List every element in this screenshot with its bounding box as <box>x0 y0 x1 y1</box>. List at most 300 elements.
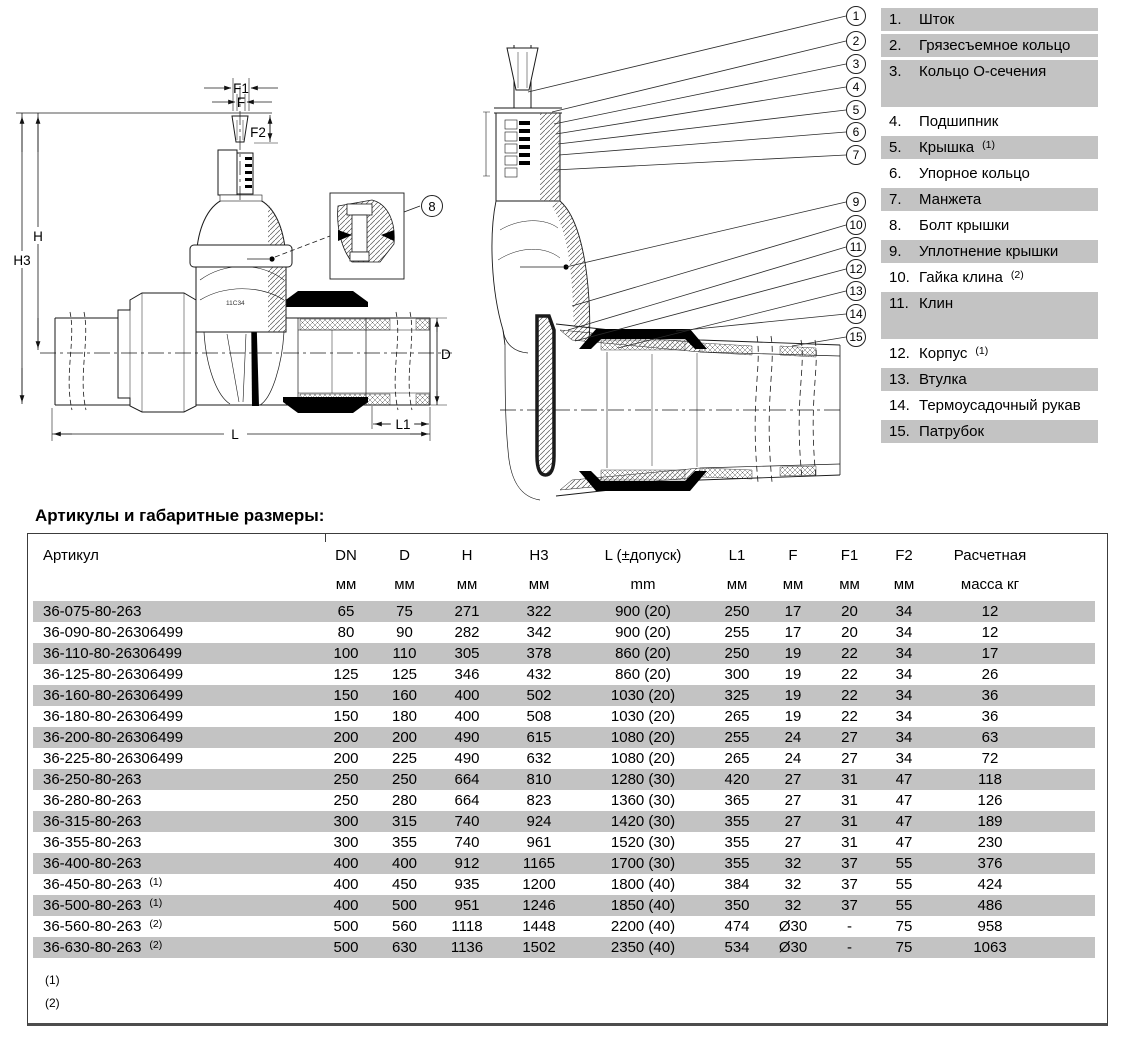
article-cell: 36-355-80-263 <box>43 834 142 851</box>
unit-l1: мм <box>726 575 748 593</box>
f1-cell: 22 <box>841 666 858 683</box>
mass-cell: 36 <box>981 687 999 704</box>
h3-cell: 322 <box>526 603 552 620</box>
h-cell: 490 <box>454 750 480 767</box>
dim-label-d: D <box>441 347 451 362</box>
parts-list <box>881 8 1098 443</box>
part-number: 8. <box>889 217 902 234</box>
f1-cell: 31 <box>841 771 858 788</box>
article-cell: 36-630-80-263 $^{(2)}$ <box>43 939 163 956</box>
unit-mass: масса кг <box>960 575 1020 593</box>
f-cell: Ø30 <box>778 918 808 935</box>
parts-list-item <box>881 188 1098 211</box>
col-header-dn: DN <box>335 547 357 564</box>
col-header-f2: F2 <box>895 547 913 564</box>
d-cell: 200 <box>391 729 418 746</box>
part-number: 5. <box>889 139 902 156</box>
l-cell: 2350 (40) <box>610 939 676 956</box>
f1-cell: 22 <box>841 708 858 725</box>
f-cell: 32 <box>784 876 802 893</box>
f2-cell: 47 <box>895 771 913 788</box>
unit-f1: мм <box>839 575 860 593</box>
f-cell: Ø30 <box>778 939 808 956</box>
article-cell: 36-110-80-26306499 <box>43 645 183 662</box>
h-cell: 400 <box>454 687 480 704</box>
dn-cell: 200 <box>333 729 359 746</box>
l1-cell: 255 <box>724 729 750 746</box>
f2-cell: 75 <box>895 918 913 935</box>
f2-cell: 47 <box>895 834 913 851</box>
f-cell: 27 <box>784 792 802 809</box>
h-cell: 664 <box>454 771 480 788</box>
table-row <box>33 706 1095 727</box>
dn-cell: 100 <box>333 645 359 662</box>
l1-cell: 534 <box>724 939 750 956</box>
callout-14: 14 <box>846 304 866 324</box>
f2-cell: 55 <box>895 897 913 914</box>
article-cell: 36-250-80-263 <box>43 771 142 788</box>
valve-parts-drawing-right <box>483 45 842 500</box>
callout-13: 13 <box>846 281 866 301</box>
callout-1: 1 <box>846 6 866 26</box>
l1-cell: 365 <box>724 792 750 809</box>
f1-cell: 37 <box>841 876 858 893</box>
dimensions-table <box>33 534 1095 958</box>
f2-cell: 34 <box>895 624 913 641</box>
f1-cell: 31 <box>841 792 858 809</box>
mass-cell: 12 <box>981 624 999 641</box>
l-cell: 1080 (20) <box>610 729 676 746</box>
table-row <box>33 748 1095 769</box>
valve-section-drawing-left <box>11 78 452 442</box>
dn-cell: 300 <box>333 834 359 851</box>
h3-cell: 342 <box>526 624 552 641</box>
part-number: 7. <box>889 191 902 208</box>
col-header-h: H <box>461 547 473 564</box>
footnote-2: (2) <box>45 996 60 1010</box>
f2-cell: 55 <box>895 855 913 872</box>
f2-cell: 34 <box>895 687 913 704</box>
d-cell: 500 <box>391 897 418 914</box>
l1-cell: 255 <box>724 624 750 641</box>
parts-list-item <box>881 110 1098 133</box>
unit-f2: мм <box>893 575 915 593</box>
col-header-f1: F1 <box>840 547 859 564</box>
f-cell: 19 <box>784 666 802 683</box>
d-cell: 180 <box>391 708 418 725</box>
f-cell: 17 <box>784 603 802 620</box>
footnote-1: (1) <box>45 973 60 987</box>
article-cell: 36-280-80-263 <box>43 792 142 809</box>
parts-list-item <box>881 8 1098 31</box>
f1-cell: 27 <box>841 729 858 746</box>
l-cell: 1030 (20) <box>610 708 676 725</box>
h-cell: 271 <box>454 603 480 620</box>
mass-cell: 958 <box>977 918 1003 935</box>
l-cell: 1700 (30) <box>610 855 676 872</box>
f-cell: 17 <box>784 624 802 641</box>
f2-cell: 34 <box>895 603 913 620</box>
f1-cell: 20 <box>841 603 858 620</box>
f2-cell: 47 <box>895 813 913 830</box>
dim-label-l: L <box>231 427 239 442</box>
f2-cell: 47 <box>895 792 913 809</box>
f1-cell: 37 <box>841 855 858 872</box>
article-cell: 36-225-80-26306499 <box>43 750 184 767</box>
l-cell: 1030 (20) <box>610 687 676 704</box>
h3-cell: 1165 <box>522 855 556 872</box>
callout-10: 10 <box>846 215 866 235</box>
dim-label-h3: H3 <box>13 253 31 268</box>
part-label: Подшипник <box>919 113 999 130</box>
d-cell: 630 <box>391 939 418 956</box>
dn-cell: 300 <box>333 813 359 830</box>
f2-cell: 34 <box>895 708 913 725</box>
part-note: (1) <box>975 345 989 357</box>
table-row <box>33 937 1095 958</box>
table-row <box>33 832 1095 853</box>
l1-cell: 250 <box>724 645 750 662</box>
callout-7: 7 <box>846 145 866 165</box>
l-cell: 1080 (20) <box>610 750 676 767</box>
parts-list-item <box>881 420 1098 443</box>
h3-cell: 823 <box>526 792 552 809</box>
callout-15: 15 <box>846 327 866 347</box>
col-header-mass: Расчетная <box>953 547 1027 564</box>
h3-cell: 1502 <box>522 939 556 956</box>
unit-d: мм <box>394 575 415 593</box>
article-cell: 36-075-80-263 <box>43 603 142 620</box>
part-note: (2) <box>1010 269 1024 281</box>
parts-list-item <box>881 342 1098 365</box>
part-label: Манжета <box>919 191 982 208</box>
article-cell: 36-450-80-263 $^{(1)}$ <box>43 876 163 893</box>
h3-cell: 508 <box>526 708 552 725</box>
h-cell: 740 <box>454 813 480 830</box>
mass-cell: 63 <box>981 729 999 746</box>
article-cell: 36-315-80-263 <box>43 813 142 830</box>
part-label: Термоусадочный рукав <box>919 397 1081 414</box>
part-number: 13. <box>889 371 910 388</box>
part-number: 2. <box>889 37 902 54</box>
d-cell: 110 <box>392 645 417 662</box>
l1-cell: 355 <box>724 834 750 851</box>
article-note: (1) <box>149 876 163 888</box>
f-cell: 27 <box>784 813 802 830</box>
f1-cell: - <box>847 939 852 956</box>
col-header-article: Артикул <box>43 547 99 564</box>
dimensions-table-box <box>27 533 1108 1026</box>
dim-label-f: F <box>236 95 246 110</box>
h3-cell: 1448 <box>522 918 556 935</box>
mass-cell: 12 <box>981 603 999 620</box>
parts-list-item <box>881 266 1098 289</box>
part-note: (1) <box>982 139 995 151</box>
f-cell: 24 <box>784 729 802 746</box>
table-row <box>33 664 1095 685</box>
part-label: Уплотнение крышки <box>919 243 1059 260</box>
d-cell: 250 <box>391 771 418 788</box>
dn-cell: 65 <box>337 603 355 620</box>
l-cell: 860 (20) <box>615 666 671 683</box>
article-cell: 36-500-80-263 $^{(1)}$ <box>43 897 163 914</box>
table-row <box>33 853 1095 874</box>
l1-cell: 355 <box>724 855 750 872</box>
h3-cell: 1246 <box>522 897 556 914</box>
table-row <box>33 895 1095 916</box>
part-label: Крышка $^{(1)}$ <box>919 139 995 156</box>
unit-h3: мм <box>528 575 550 593</box>
h-cell: 935 <box>454 876 480 893</box>
dim-label-l1: L1 <box>395 417 411 432</box>
part-number: 6. <box>889 165 902 182</box>
header-column-tick <box>325 533 326 542</box>
table-row <box>33 916 1095 937</box>
col-header-l1: L1 <box>728 547 746 564</box>
d-cell: 90 <box>396 624 413 641</box>
mass-cell: 118 <box>978 771 1002 788</box>
callout-4: 4 <box>846 77 866 97</box>
callout-8: 8 <box>421 195 443 217</box>
part-number: 9. <box>889 243 902 260</box>
parts-list-item <box>881 34 1098 57</box>
dn-cell: 250 <box>333 792 359 809</box>
l1-cell: 420 <box>724 771 750 788</box>
l1-cell: 300 <box>724 666 750 683</box>
mass-cell: 26 <box>981 666 999 683</box>
part-label: Втулка <box>919 371 967 388</box>
d-cell: 450 <box>391 876 418 893</box>
table-row <box>33 769 1095 790</box>
l1-cell: 474 <box>724 918 750 935</box>
f-cell: 19 <box>784 645 802 662</box>
h-cell: 951 <box>454 897 480 914</box>
part-label: Грязесъемное кольцо <box>919 37 1071 54</box>
table-row <box>33 643 1095 664</box>
f2-cell: 75 <box>895 939 913 956</box>
d-cell: 315 <box>391 813 418 830</box>
article-cell: 36-125-80-26306499 <box>43 666 184 683</box>
f1-cell: 22 <box>841 687 858 704</box>
header-row-units <box>33 567 1095 601</box>
table-row <box>33 601 1095 622</box>
drawing-stamp: 11C34 <box>226 300 245 307</box>
h-cell: 740 <box>454 834 480 851</box>
dn-cell: 400 <box>333 876 359 893</box>
f1-cell: 27 <box>841 750 858 767</box>
d-cell: 280 <box>391 792 418 809</box>
callout-5: 5 <box>846 100 866 120</box>
part-number: 12. <box>889 345 910 362</box>
article-cell: 36-560-80-263 $^{(2)}$ <box>43 918 163 935</box>
table-row <box>33 790 1095 811</box>
d-cell: 160 <box>391 687 418 704</box>
table-row <box>33 622 1095 643</box>
l-cell: 1800 (40) <box>610 876 676 893</box>
dn-cell: 400 <box>333 897 359 914</box>
table-title: Артикулы и габаритные размеры: <box>35 506 325 525</box>
unit-article <box>33 567 316 601</box>
h-cell: 346 <box>454 666 480 683</box>
parts-list-item <box>881 60 1098 107</box>
dn-cell: 500 <box>333 918 359 935</box>
unit-f: мм <box>782 575 804 593</box>
l1-cell: 350 <box>724 897 750 914</box>
article-cell: 36-200-80-26306499 <box>43 729 184 746</box>
table-row <box>33 727 1095 748</box>
l-cell: 2200 (40) <box>610 918 676 935</box>
part-label: Гайка клина $^{(2)}$ <box>919 269 1024 286</box>
dn-cell: 250 <box>333 771 359 788</box>
l-cell: 1360 (30) <box>610 792 676 809</box>
f-cell: 19 <box>784 687 802 704</box>
f1-cell: 20 <box>841 624 858 641</box>
l-cell: 1420 (30) <box>610 813 676 830</box>
unit-l: mm <box>630 575 656 593</box>
part-label: Кольцо О-сечения <box>919 63 1047 80</box>
dn-cell: 500 <box>333 939 359 956</box>
mass-cell: 72 <box>981 750 999 767</box>
d-cell: 75 <box>396 603 413 620</box>
f-cell: 24 <box>784 750 802 767</box>
l1-cell: 265 <box>724 750 750 767</box>
col-header-h3: H3 <box>529 547 549 564</box>
h3-cell: 1200 <box>522 876 556 893</box>
mass-cell: 486 <box>977 897 1003 914</box>
h3-cell: 924 <box>526 813 552 830</box>
h3-cell: 378 <box>526 645 552 662</box>
dim-label-f1: F1 <box>233 81 249 96</box>
callout-12: 12 <box>846 259 866 279</box>
article-cell: 36-160-80-26306499 <box>43 687 184 704</box>
f2-cell: 34 <box>895 750 913 767</box>
f2-cell: 34 <box>895 645 913 662</box>
part-number: 3. <box>889 63 902 80</box>
mass-cell: 189 <box>977 813 1003 830</box>
parts-list-item <box>881 240 1098 263</box>
part-label: Болт крышки <box>919 217 1010 234</box>
h-cell: 912 <box>454 855 480 872</box>
l-cell: 1280 (30) <box>610 771 676 788</box>
f1-cell: 37 <box>841 897 858 914</box>
parts-list-item <box>881 162 1098 185</box>
l1-cell: 384 <box>724 876 750 893</box>
l-cell: 860 (20) <box>615 645 671 662</box>
l1-cell: 250 <box>724 603 750 620</box>
f1-cell: 22 <box>841 645 858 662</box>
mass-cell: 424 <box>977 876 1003 893</box>
unit-dn: мм <box>335 575 357 593</box>
l-cell: 900 (20) <box>615 603 671 620</box>
f-cell: 19 <box>784 708 802 725</box>
l-cell: 1520 (30) <box>610 834 676 851</box>
article-note: (2) <box>149 939 163 951</box>
mass-cell: 17 <box>981 645 999 662</box>
part-number: 11. <box>889 295 909 312</box>
dn-cell: 400 <box>333 855 359 872</box>
dn-cell: 125 <box>333 666 359 683</box>
part-number: 15. <box>889 423 910 440</box>
article-note: (2) <box>149 918 163 930</box>
f-cell: 27 <box>784 834 802 851</box>
parts-list-item <box>881 292 1098 339</box>
d-cell: 355 <box>391 834 418 851</box>
l1-cell: 355 <box>724 813 750 830</box>
l-cell: 1850 (40) <box>610 897 676 914</box>
parts-list-item <box>881 394 1098 417</box>
f2-cell: 55 <box>895 876 913 893</box>
h3-cell: 961 <box>526 834 552 851</box>
callout-6: 6 <box>846 122 866 142</box>
l1-cell: 325 <box>724 687 750 704</box>
f1-cell: 31 <box>841 813 858 830</box>
parts-list-item <box>881 368 1098 391</box>
l1-cell: 265 <box>724 708 750 725</box>
part-number: 4. <box>889 113 902 130</box>
l-cell: 900 (20) <box>615 624 671 641</box>
mass-cell: 36 <box>981 708 999 725</box>
part-label: Шток <box>919 11 955 28</box>
dim-label-h: H <box>33 229 43 244</box>
h3-cell: 432 <box>526 666 552 683</box>
f1-cell: - <box>847 918 852 935</box>
col-header-f: F <box>788 547 798 564</box>
part-label: Патрубок <box>919 423 985 440</box>
callout-11: 11 <box>846 237 866 257</box>
mass-cell: 376 <box>977 855 1003 872</box>
dim-label-f2: F2 <box>250 125 266 140</box>
h-cell: 1136 <box>450 939 484 956</box>
d-cell: 560 <box>391 918 418 935</box>
parts-list-item <box>881 214 1098 237</box>
h-cell: 282 <box>454 624 480 641</box>
mass-cell: 1063 <box>973 939 1007 956</box>
h-cell: 490 <box>454 729 480 746</box>
mass-cell: 126 <box>977 792 1003 809</box>
f-cell: 27 <box>784 771 802 788</box>
f-cell: 32 <box>784 897 802 914</box>
part-label: Корпус $^{(1)}$ <box>919 345 989 362</box>
d-cell: 125 <box>391 666 418 683</box>
part-label: Клин <box>919 295 954 312</box>
callout-2: 2 <box>846 31 866 51</box>
f-cell: 32 <box>784 855 802 872</box>
h-cell: 400 <box>454 708 480 725</box>
h3-cell: 632 <box>526 750 552 767</box>
dn-cell: 150 <box>333 687 359 704</box>
h-cell: 664 <box>454 792 480 809</box>
part-number: 10. <box>889 269 910 286</box>
unit-h: мм <box>456 575 478 593</box>
part-label: Упорное кольцо <box>919 165 1030 182</box>
d-cell: 400 <box>391 855 418 872</box>
dn-cell: 80 <box>337 624 355 641</box>
article-cell: 36-180-80-26306499 <box>43 708 184 725</box>
part-number: 1. <box>889 11 902 28</box>
table-row <box>33 811 1095 832</box>
table-row <box>33 685 1095 706</box>
mass-cell: 230 <box>977 834 1003 851</box>
h-cell: 1118 <box>451 918 483 935</box>
article-cell: 36-400-80-263 <box>43 855 142 872</box>
callout-3: 3 <box>846 54 866 74</box>
col-header-d: D <box>399 547 410 564</box>
h3-cell: 502 <box>526 687 552 704</box>
f2-cell: 34 <box>895 729 913 746</box>
h-cell: 305 <box>454 645 480 662</box>
f2-cell: 34 <box>895 666 913 683</box>
callout-9: 9 <box>846 192 866 212</box>
